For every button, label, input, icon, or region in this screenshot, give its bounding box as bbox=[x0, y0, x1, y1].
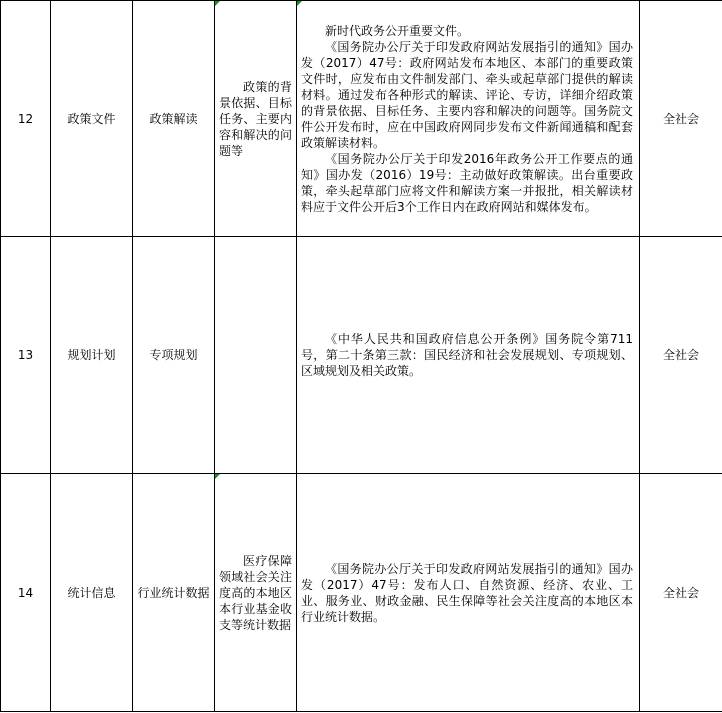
comment-marker-icon bbox=[215, 474, 220, 479]
comment-marker-icon bbox=[215, 1, 220, 6]
table-row bbox=[1, 474, 722, 712]
scope-cell: 全社会 bbox=[640, 474, 722, 712]
basis-cell bbox=[297, 237, 640, 474]
basis-paragraph: 《国务院办公厅关于印发政府网站发展指引的通知》国办发（2017）47号：政府网站发布本地区、本部门的重要政策文件时，应发布由文件制发部门、牵头或起草部门提供的解读材料。通过发布各种形式的解读、评论、专访，详细介绍政策的背景依据、目标任务、主要内容和解决的问题等。国务院文件公开发布时，应在中国政府网同步发布文件新闻通稿和配套政策解读材料。 bbox=[301, 39, 633, 150]
basis-cell bbox=[297, 474, 640, 712]
category-cell: 规划计划 bbox=[51, 237, 133, 474]
basis-paragraph: 《国务院办公厅关于印发政府网站发展指引的通知》国办发（2017）47号：发布人口、自然资源、经济、农业、工业、服务业、财政金融、民生保障等社会关注度高的本地区本行业统计数据。 bbox=[301, 561, 633, 624]
basis-paragraph: 《国务院办公厅关于印发2016年政务公开工作要点的通知》国办发（2016）19号：主动做好政策解读。出台重要政策，牵头起草部门应将文件和解读方案一并报批，相关解读材料应于文件公开后3个工作日内在政府网站和媒体发布。 bbox=[301, 151, 633, 214]
basis-paragraph: 新时代政务公开重要文件。 bbox=[325, 23, 470, 38]
subcategory-cell: 专项规划 bbox=[133, 237, 215, 474]
subcategory-cell: 政策解读 bbox=[133, 1, 215, 237]
scope-cell: 全社会 bbox=[640, 1, 722, 237]
table-row bbox=[1, 1, 722, 237]
content-text: 医疗保障领域社会关注度高的本地区本行业基金收支等统计数据 bbox=[219, 553, 292, 632]
basis-cell bbox=[297, 1, 640, 237]
category-cell: 统计信息 bbox=[51, 474, 133, 712]
table-row bbox=[1, 237, 722, 474]
category-cell: 政策文件 bbox=[51, 1, 133, 237]
comment-marker-icon bbox=[297, 1, 302, 6]
row-number: 14 bbox=[1, 474, 51, 712]
content-cell bbox=[215, 1, 297, 237]
scope-cell: 全社会 bbox=[640, 237, 722, 474]
row-number: 12 bbox=[1, 1, 51, 237]
subcategory-cell: 行业统计数据 bbox=[133, 474, 215, 712]
content-cell bbox=[215, 237, 297, 474]
content-text: 政策的背景依据、目标任务、主要内容和解决的问题等 bbox=[219, 79, 292, 158]
content-cell bbox=[215, 474, 297, 712]
row-number: 13 bbox=[1, 237, 51, 474]
basis-paragraph: 《中华人民共和国政府信息公开条例》国务院令第711号，第二十条第三款：国民经济和社会发展规划、专项规划、区域规划及相关政策。 bbox=[301, 332, 633, 378]
